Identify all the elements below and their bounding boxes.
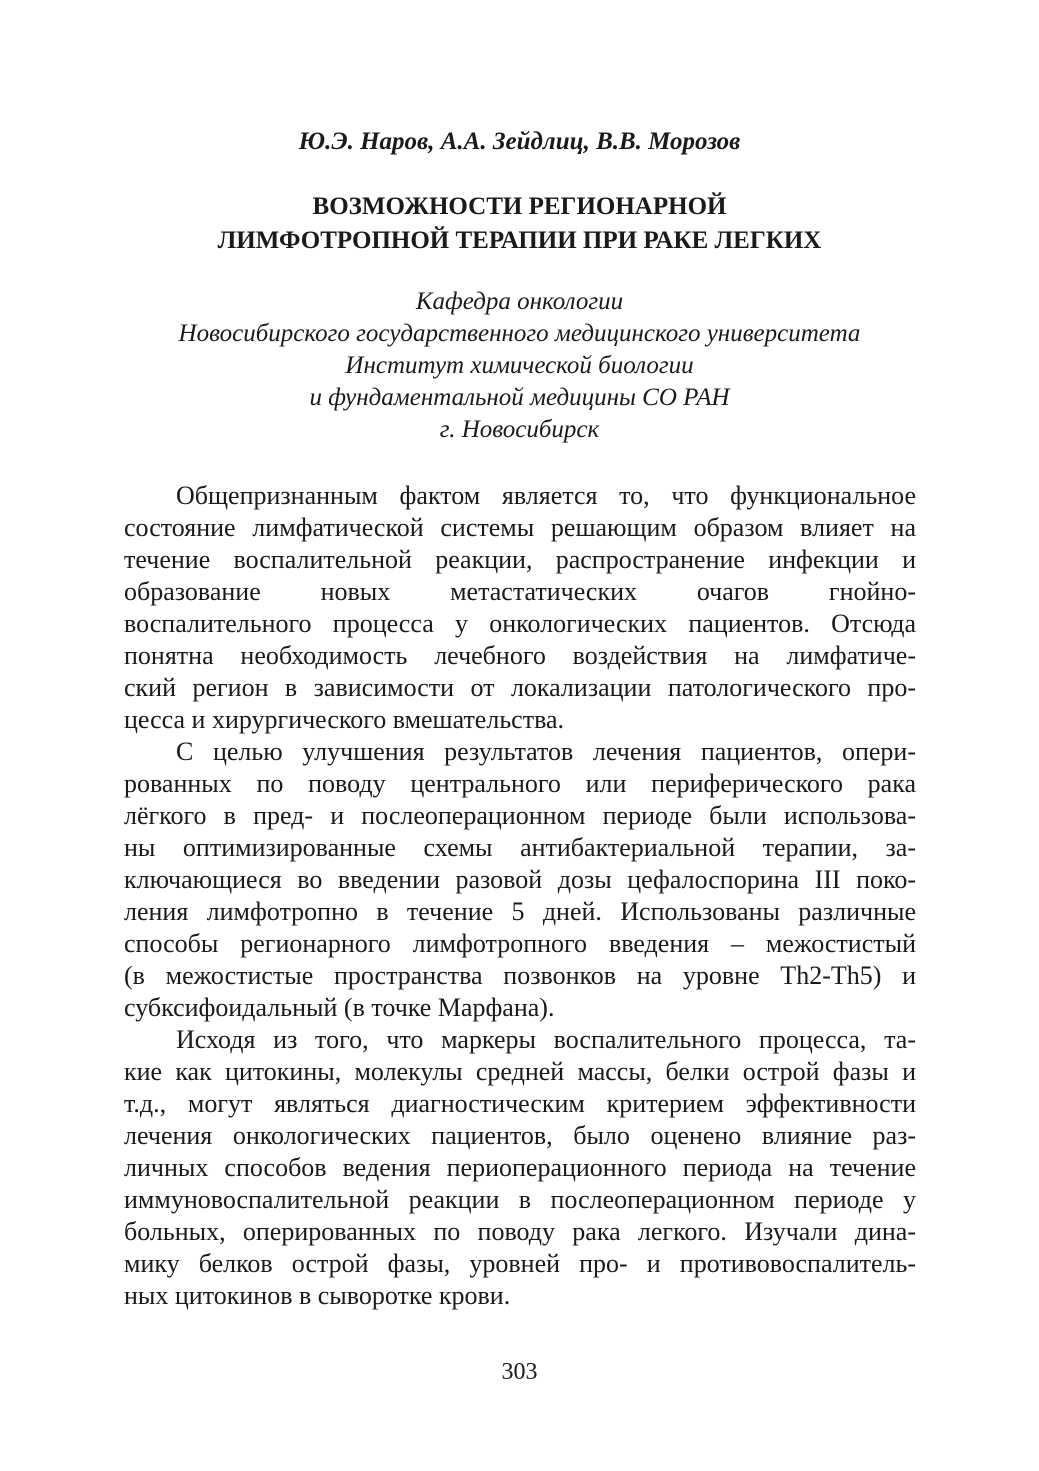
text-line: ления лимфотропно в течение 5 дней. Использованы различные xyxy=(124,897,916,926)
paragraph-3 xyxy=(124,1024,916,1312)
text-line: Общепризнанным фактом является то, что функциональное xyxy=(176,481,916,510)
affiliation-line-1: Кафедра онкологии xyxy=(415,288,624,315)
text-line: (в межостистые пространства позвонков на уровне Th2-Th5) и xyxy=(124,961,916,990)
affiliation-line-4: и фундаментальной медицины СО РАН xyxy=(309,384,730,411)
body-text xyxy=(124,480,916,1312)
title-line-2: ЛИМФОТРОПНОЙ ТЕРАПИИ ПРИ РАКЕ ЛЕГКИХ xyxy=(217,227,822,254)
affiliation xyxy=(0,286,1039,446)
affiliation-line-5: г. Новосибирск xyxy=(439,416,600,443)
text-line: лечения онкологических пациентов, было оценено влияние раз- xyxy=(124,1121,916,1150)
text-line: мику белков острой фазы, уровней про- и противовоспалитель- xyxy=(124,1249,916,1278)
text-line: понятна необходимость лечебного воздействия на лимфатиче- xyxy=(124,641,916,670)
text-line: кие как цитокины, молекулы средней массы, белки острой фазы и xyxy=(124,1057,916,1086)
affiliation-line-3: Институт химической биологии xyxy=(345,352,694,379)
text-line: С целью улучшения результатов лечения пациентов, опери- xyxy=(176,737,916,766)
text-line: течение воспалительной реакции, распространение инфекции и xyxy=(124,545,916,574)
text-line: воспалительного процесса у онкологических пациентов. Отсюда xyxy=(124,609,916,638)
text-line: субксифоидальный (в точке Марфана). xyxy=(124,993,555,1022)
text-line: ны оптимизированные схемы антибактериальной терапии, за- xyxy=(124,833,916,862)
title-line-1: ВОЗМОЖНОСТИ РЕГИОНАРНОЙ xyxy=(312,193,727,220)
text-line: состояние лимфатической системы решающим образом влияет на xyxy=(124,513,916,542)
text-line: больных, оперированных по поводу рака легкого. Изучали дина- xyxy=(124,1217,916,1246)
text-line: рованных по поводу центрального или периферического рака xyxy=(124,769,916,798)
text-line: ных цитокинов в сыворотке крови. xyxy=(124,1281,511,1310)
text-line: т.д., могут являться диагностическим критерием эффективности xyxy=(124,1089,916,1118)
text-line: Исходя из того, что маркеры воспалительного процесса, та- xyxy=(176,1025,916,1054)
text-line: личных способов ведения периоперационного периода на течение xyxy=(124,1153,916,1182)
text-line: цесса и хирургического вмешательства. xyxy=(124,705,565,734)
text-line: лёгкого в пред- и послеоперационном периоде были использова- xyxy=(124,801,916,830)
paragraph-2 xyxy=(124,736,916,1024)
text-line: ский регион в зависимости от локализации патологического про- xyxy=(124,673,916,702)
text-line: иммуновоспалительной реакции в послеоперационном периоде у xyxy=(124,1185,916,1214)
paragraph-1 xyxy=(124,480,916,736)
text-line: образование новых метастатических очагов гнойно- xyxy=(124,577,916,606)
page-number: 303 xyxy=(501,1359,538,1385)
text-line: ключающиеся во введении разовой дозы цефалоспорина III поко- xyxy=(124,865,916,894)
authors: Ю.Э. Наров, А.А. Зейдлиц, В.В. Морозов xyxy=(298,128,741,155)
affiliation-line-2: Новосибирского государственного медицинского университета xyxy=(178,320,861,347)
text-line: способы регионарного лимфотропного введения – межостистый xyxy=(124,929,916,958)
article-title xyxy=(0,190,1039,258)
